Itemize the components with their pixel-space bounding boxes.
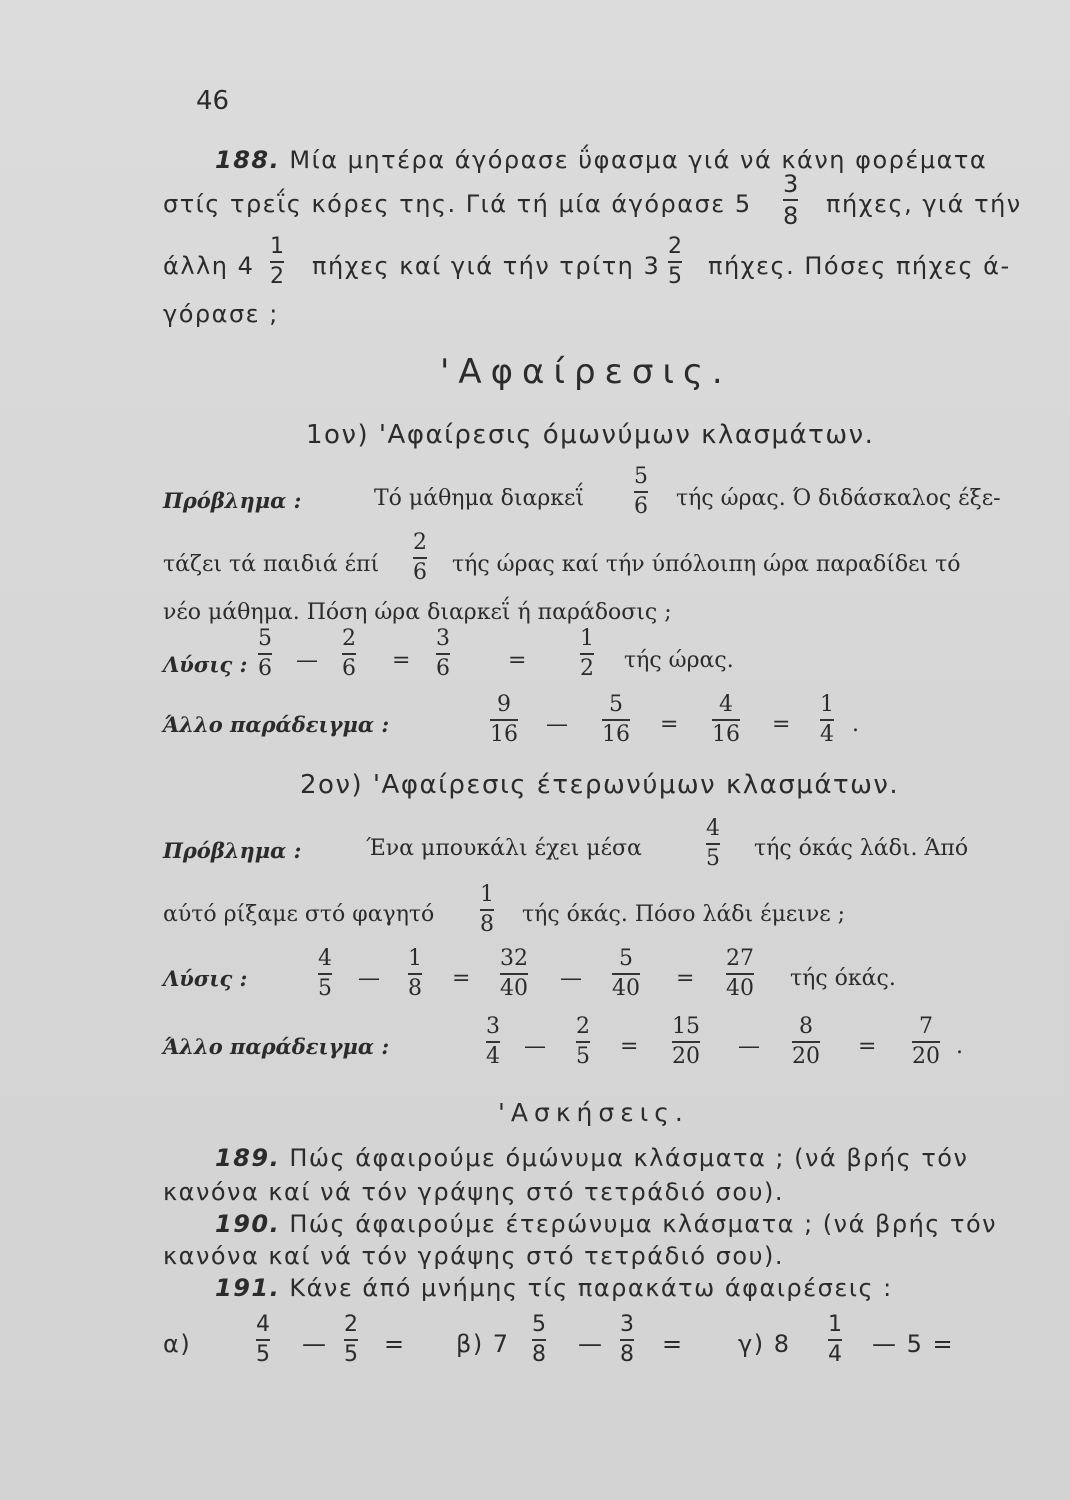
exercise-label: α) [163,1330,192,1358]
fraction: 2 5 [576,1014,590,1069]
example-label: Άλλο παράδειγμα : [163,712,390,737]
problem-text: γόρασε ; [163,300,279,328]
fraction: 15 20 [672,1014,700,1069]
exercise-text: Πώς άφαιρούμε όμώνυμα κλάσματα ; (νά βρής τόν [289,1144,969,1172]
operator: = [392,648,411,673]
operator: — [524,1034,546,1059]
problem-label: Πρόβλημα : [163,488,302,513]
fraction: 4 5 [706,816,720,871]
problem-text: άλλη 4 [163,252,255,280]
problem-text: τής όκάς. Πόσο λάδι έμεινε ; [522,902,846,927]
problem-text: Μία μητέρα άγόρασε ΰφασμα γιά νά κάνη φορέματα [289,146,988,174]
exercise-text: Κάνε άπό μνήμης τίς παρακάτω άφαιρέσεις : [289,1274,893,1302]
problem-text: τάζει τά παιδιά έπί [163,552,380,577]
fraction: 4 5 [256,1312,270,1367]
fraction: 27 40 [726,946,754,1001]
fraction: 32 40 [500,946,528,1001]
operator: = [662,1330,684,1358]
fraction: 3 8 [783,170,799,230]
fraction: 3 8 [620,1312,634,1367]
operator: = [772,712,791,737]
example-label: Άλλο παράδειγμα : [163,1034,390,1059]
problem-text: πήχες, γιά τήν [826,190,1022,218]
page-number: 46 [196,86,230,116]
fraction: 1 8 [408,946,422,1001]
problem-text: τής ώρας. Ό διδάσκαλος έξε- [676,486,1001,511]
operator: = [858,1034,877,1059]
section-title: 'Αφαίρεσις. [440,352,732,392]
operator: — [738,1034,760,1059]
exercise-number: 190. [215,1210,281,1238]
solution-label: Λύσις : [163,652,248,677]
problem-text: τής ώρας καί τήν ύπόλοιπη ώρα παραδίδει τό [452,552,961,577]
problem-text: τής όκάς λάδι. Άπό [754,836,969,861]
problem-text: πήχες. Πόσες πήχες ά- [708,252,1011,280]
problem-label: Πρόβλημα : [163,838,302,863]
operator: = [384,1330,406,1358]
fraction: 5 6 [634,464,648,519]
fraction: 8 20 [792,1014,820,1069]
fraction: 5 8 [532,1312,546,1367]
problem-text: Ένα μπουκάλι έχει μέσα [366,836,642,861]
fraction: 3 4 [486,1014,500,1069]
fraction: 2 5 [344,1312,358,1367]
problem-text: στίς τρεΐς κόρες της. Γιά τή μία άγόρασε 5 [163,190,752,218]
exercises-title: 'Ασκήσεις. [498,1098,689,1127]
operator: — [546,712,568,737]
problem-text: αύτό ρίξαμε στό φαγητό [163,902,435,927]
problem-text: πήχες καί γιά τήν τρίτη 3 [312,252,661,280]
fraction: 9 16 [490,692,518,747]
exercise-text: — 5 = [872,1330,955,1358]
exercise-text: κανόνα καί νά τόν γράψης στό τετράδιό σου). [163,1178,784,1206]
operator: — [578,1330,604,1358]
problem-number: 188. [215,146,281,174]
solution-text: τής όκάς. [790,966,896,991]
subsection-title: 1ον) 'Αφαίρεσις όμωνύμων κλασμάτων. [306,420,875,450]
fraction: 2 6 [342,626,356,681]
punctuation: . [956,1034,963,1059]
fraction: 1 2 [580,626,594,681]
operator: — [296,648,318,673]
solution-label: Λύσις : [163,966,248,991]
problem-text: νέο μάθημα. Πόση ώρα διαρκεΐ ή παράδοσις ; [163,600,672,625]
operator: = [452,966,471,991]
fraction: 1 4 [828,1312,842,1367]
operator: = [660,712,679,737]
fraction: 5 6 [258,626,272,681]
operator: — [302,1330,328,1358]
solution-text: τής ώρας. [624,648,734,673]
fraction: 3 6 [436,626,450,681]
problem-text: Τό μάθημα διαρκεΐ [374,486,585,511]
fraction: 1 8 [480,882,494,937]
exercise-text: Πώς άφαιρούμε έτερώνυμα κλάσματα ; (νά βρής τόν [289,1210,998,1238]
operator: = [620,1034,639,1059]
fraction: 1 2 [270,234,284,289]
exercise-number: 191. [215,1274,281,1302]
fraction: 5 16 [602,692,630,747]
fraction: 7 20 [912,1014,940,1069]
exercise-label: γ) 8 [738,1330,791,1358]
fraction: 5 40 [612,946,640,1001]
exercise-number: 189. [215,1144,281,1172]
subsection-title: 2ον) 'Αφαίρεσις έτερωνύμων κλασμάτων. [300,770,900,800]
operator: = [676,966,695,991]
fraction: 2 6 [413,530,427,585]
operator: — [560,966,582,991]
fraction: 4 16 [712,692,740,747]
exercise-label: β) 7 [456,1330,510,1358]
exercise-text: κανόνα καί νά τόν γράψης στό τετράδιό σου). [163,1242,784,1270]
fraction: 2 5 [668,234,682,289]
fraction: 4 5 [318,946,332,1001]
fraction: 1 4 [820,692,834,747]
operator: — [358,966,380,991]
punctuation: . [852,712,859,737]
operator: = [508,648,527,673]
